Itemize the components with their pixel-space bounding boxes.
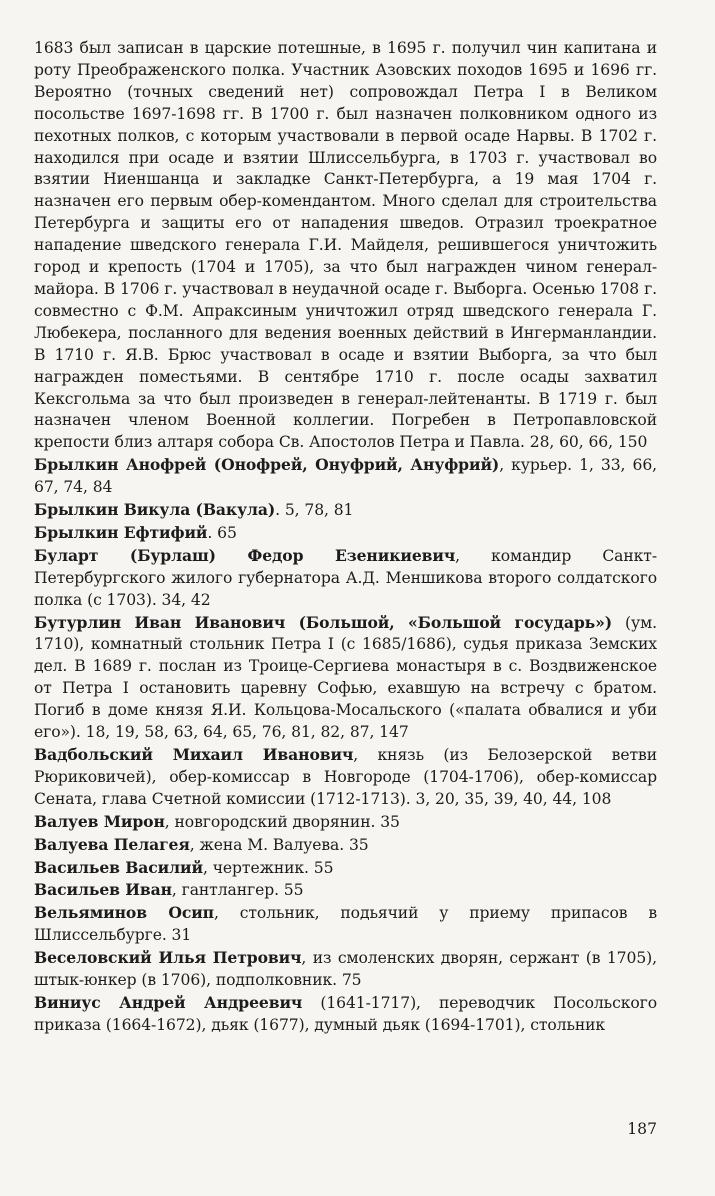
page-number: 187 (627, 1120, 657, 1138)
index-entry (34, 992, 657, 1037)
entry-name: Брылкин Викула (Вакула) (34, 500, 276, 520)
entry-text: , стольник, подьячий у приему припасов в Шлиссельбурге. 31 (34, 904, 657, 945)
entry-name: Вадбольский Михаил Иванович (34, 745, 354, 764)
entry-name: Брылкин Ефтифий (34, 522, 208, 542)
index-entry (34, 499, 657, 522)
entry-name: Васильев Василий (34, 857, 203, 877)
entry-text: , князь (из Белозерской ветви Рюриковичей), обер-комиссар в Новгороде (1704-1706), обер-комиссар Сената, глава Счетной комиссии (1712-1713). 3, 20, 35, 39, 40, 44, 108 (34, 746, 657, 808)
index-entry (34, 744, 657, 811)
index-entry (34, 834, 657, 857)
index-text (34, 38, 657, 1037)
entry-text: , гантлангер. 55 (171, 881, 304, 900)
index-entry (34, 811, 657, 834)
entry-name: Валуев Мирон (34, 811, 165, 831)
index-entry (34, 522, 657, 545)
index-entry (34, 902, 657, 947)
entry-name: Валуева Пелагея (34, 834, 190, 854)
index-entry (34, 545, 657, 612)
entry-text: , новгородский дворянин. 35 (164, 812, 400, 831)
entry-text: (1641-1717), переводчик Посольского приказа (1664-1672), дьяк (1677), думный дьяк (1694-1701), стольник (34, 993, 657, 1034)
entry-text: , жена М. Валуева. 35 (189, 835, 369, 854)
index-entry (34, 879, 657, 902)
entry-text: . 5, 78, 81 (275, 501, 354, 520)
index-entry (34, 612, 657, 744)
entry-text: , из смоленских дворян, сержант (в 1705), штык-юнкер (в 1706), подполковник. 75 (34, 949, 657, 990)
entry-text: , чертежник. 55 (202, 858, 334, 877)
entry-name: Брылкин Анофрей (Онофрей, Онуфрий, Ануфрий) (34, 455, 500, 475)
entry-name: Буларт (Бурлаш) Федор Езеникиевич (34, 545, 456, 565)
index-entry (34, 947, 657, 992)
entry-name: Вельяминов Осип (34, 903, 214, 923)
entry-name: Веселовский Илья Петрович (34, 948, 302, 968)
entry-name: Бутурлин Иван Иванович (Большой, «Большой государь») (34, 612, 613, 632)
entry-text: (ум. 1710), комнатный стольник Петра I (с 1685/1686), судья приказа Земских дел. В 1689 г. послан из Троице-Сергиева монастыря в с. Воздвиженское от Петра I остановить царевну Софью, ехавшую на встречу с братом. Погиб в доме князя Я.И. Кольцова-Мосальского («палата обвалися и уби его»). 18, 19, 58, 63, 64, 65, 76, 81, 82, 87, 147 (34, 613, 657, 742)
entry-text: . 65 (207, 523, 237, 542)
continuation-paragraph: 1683 был записан в царские потешные, в 1695 г. получил чин капитана и роту Преображенского полка. Участник Азовских походов 1695 и 1696 гг. Вероятно (точных сведений нет) сопровождал Петра I в Великом посольстве 1697-1698 гг. В 1700 г. был назначен полковником одного из пехотных полков, с которым участвовали в первой осаде Нарвы. В 1702 г. находился при осаде и взятии Шлиссельбурга, в 1703 г. участвовал во взятии Ниеншанца и закладке Санкт-Петербурга, а 19 мая 1704 г. назначен его первым обер-комендантом. Много сделал для строительства Петербурга и защиты его от нападения шведов. Отразил троекратное нападение шведского генерала Г.И. Майделя, решившегося уничтожить город и крепость (1704 и 1705), за что был награжден чином генерал-майора. В 1706 г. участвовал в неудачной осаде г. Выборга. Осенью 1708 г. совместно с Ф.М. Апраксиным уничтожил отряд шведского генерала Г. Любекера, посланного для ведения военных действий в Ингерманландии. В 1710 г. Я.В. Брюс участвовал в осаде и взятии Выборга, за что был награжден поместьями. В сентябре 1710 г. после осады захватил Кексгольма за что был произведен в генерал-лейтенанты. В 1719 г. был назначен членом Военной коллегии. Погребен в Петропавловской крепости близ алтаря собора Св. Апостолов Петра и Павла. 28, 60, 66, 150 (34, 39, 657, 452)
index-entry (34, 857, 657, 880)
entry-text: , курьер. 1, 33, 66, 67, 74, 84 (34, 456, 658, 497)
entry-name: Виниус Андрей Андреевич (34, 992, 303, 1012)
index-entry (34, 454, 657, 499)
entry-text: , командир Санкт-Петербургского жилого губернатора А.Д. Меншикова второго солдатского полка (с 1703). 34, 42 (34, 546, 657, 609)
entry-name: Васильев Иван (34, 880, 172, 900)
